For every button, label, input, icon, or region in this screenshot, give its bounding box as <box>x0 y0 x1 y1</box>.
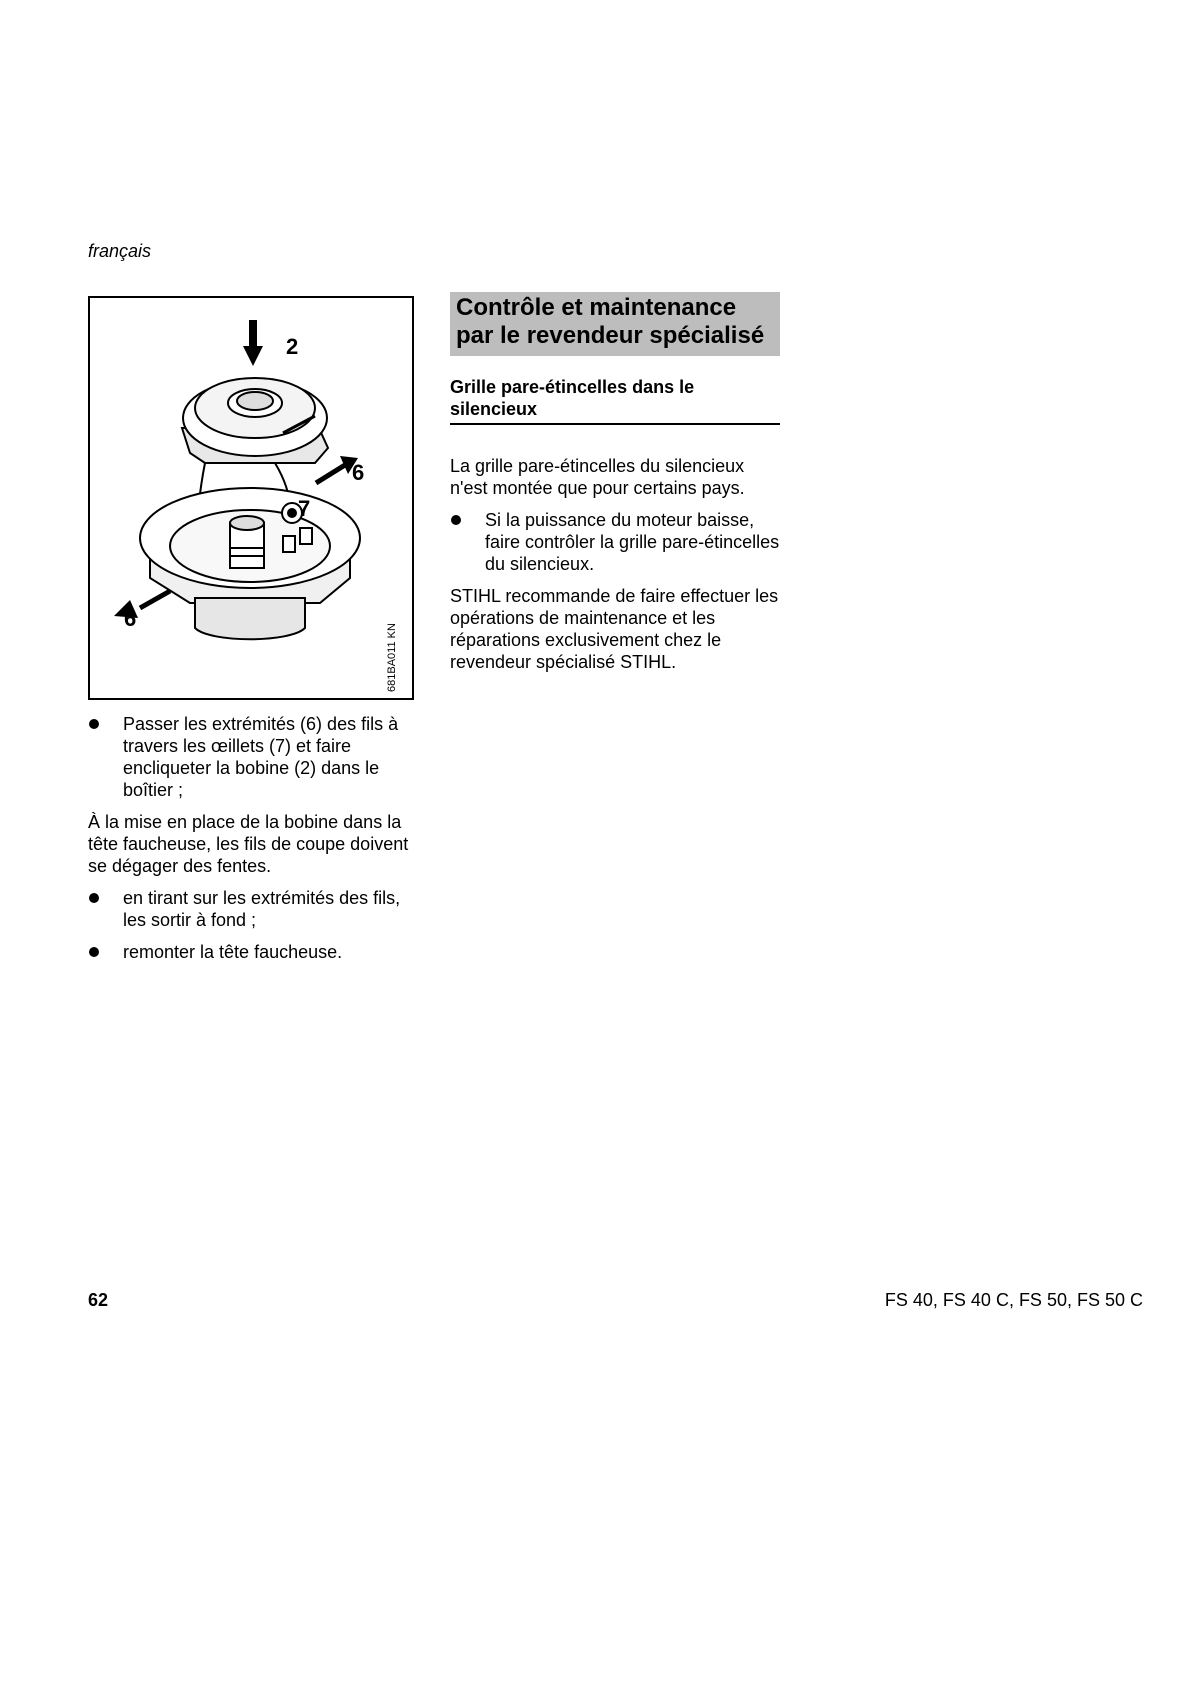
language-label: français <box>88 241 152 261</box>
bullet-icon <box>89 719 99 729</box>
right-column <box>450 292 780 683</box>
figure-code: 681BA011 KN <box>386 623 398 692</box>
list-item: en tirant sur les extrémités des fils, les sortir à fond ; <box>88 887 418 931</box>
page-number: 62 <box>88 1290 109 1310</box>
callout-7: 7 <box>298 496 311 521</box>
list-item: Si la puissance du moteur baisse, faire contrôler la grille pare-étincelles du silencieux. <box>450 509 780 575</box>
callout-6-top: 6 <box>352 460 365 485</box>
paragraph: La grille pare-étincelles du silencieux n'est montée que pour certains pays. <box>450 456 745 498</box>
paragraph: STIHL recommande de faire effectuer les opérations de maintenance et les réparations exclusivement chez le revendeur spécialisé STIHL. <box>450 586 779 672</box>
left-column <box>88 713 418 973</box>
list-item: remonter la tête faucheuse. <box>88 941 418 963</box>
model-designation: FS 40, FS 40 C, FS 50, FS 50 C <box>884 1290 1143 1310</box>
callout-2: 2 <box>286 334 299 359</box>
bullet-icon <box>89 893 99 903</box>
spool-installation-figure <box>88 296 414 700</box>
bullet-icon <box>451 515 461 525</box>
bullet-icon <box>89 947 99 957</box>
section-title: Contrôle et maintenance par le revendeur spécialisé <box>450 292 780 356</box>
list-item: Passer les extrémités (6) des fils à travers les œillets (7) et faire encliqueter la bobine (2) dans le boîtier ; <box>88 713 418 801</box>
spool-illustration <box>90 298 412 698</box>
subheading: Grille pare-étincelles dans le silencieux <box>450 376 780 425</box>
paragraph: À la mise en place de la bobine dans la tête faucheuse, les fils de coupe doivent se dégager des fentes. <box>88 812 409 876</box>
callout-6-bottom: 6 <box>124 606 137 631</box>
